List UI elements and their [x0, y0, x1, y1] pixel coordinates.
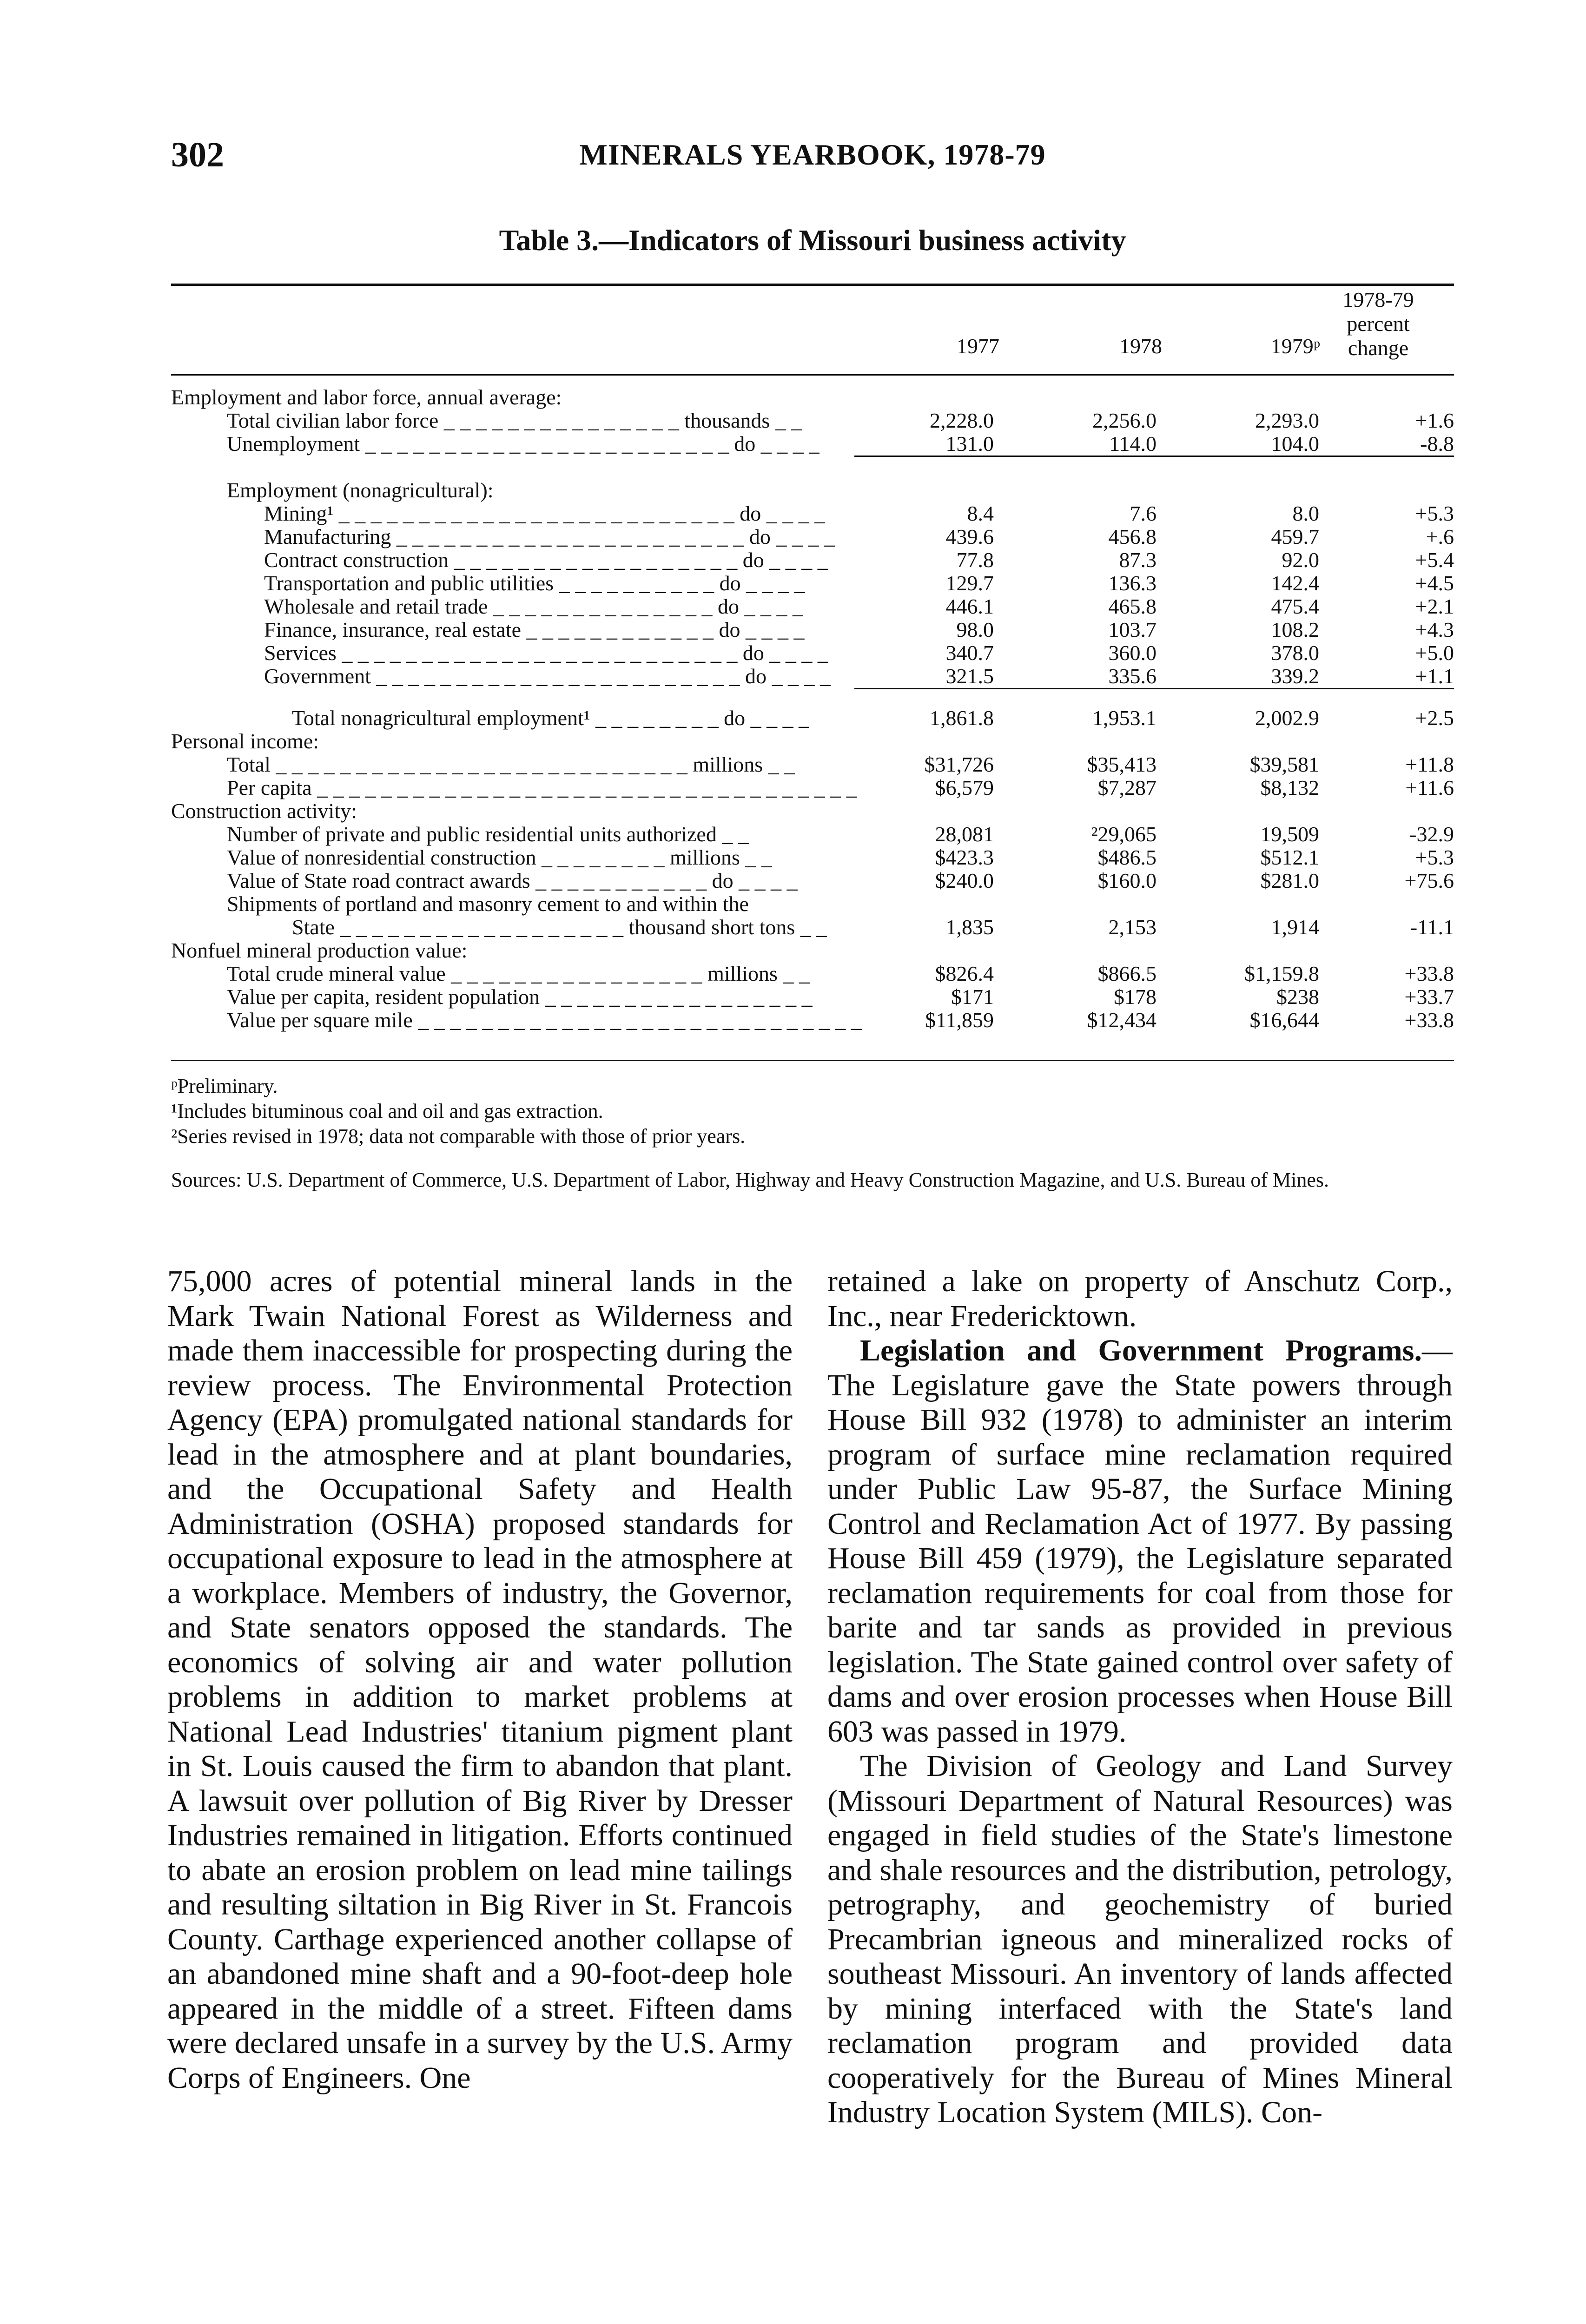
cell-1978: 7.6 — [1130, 502, 1156, 525]
cell-1977: 8.4 — [967, 502, 994, 525]
cell-1978: 114.0 — [1109, 432, 1156, 456]
cell-1979: 339.2 — [1271, 664, 1319, 688]
cell-1978: $486.5 — [1097, 845, 1156, 869]
cell-change: -32.9 — [1409, 822, 1454, 846]
cell-1978: 136.3 — [1108, 571, 1156, 595]
row-label: Wholesale and retail trade _ _ _ _ _ _ _ _ _ _ _ _ _ _ do _ _ _ _ — [264, 595, 803, 618]
cell-1978: $12,434 — [1087, 1008, 1156, 1032]
cell-1978: 465.8 — [1108, 594, 1156, 618]
cell-1977: $240.0 — [935, 869, 994, 892]
cell-change: +1.1 — [1415, 664, 1454, 688]
table-row — [171, 641, 1454, 665]
table-row — [171, 502, 1454, 525]
cell-1979: 8.0 — [1292, 502, 1319, 525]
cell-1977: 1,835 — [945, 915, 994, 939]
row-label: Shipments of portland and masonry cement to and within the — [227, 892, 749, 916]
table-row — [171, 618, 1454, 641]
body-column-right — [827, 1264, 1453, 2130]
cell-1977: $6,579 — [935, 776, 994, 799]
row-label: State _ _ _ _ _ _ _ _ _ _ _ _ _ _ _ _ _ _ thousand short tons _ _ — [292, 916, 827, 939]
col-header-change-percent: percent — [1347, 312, 1410, 336]
cell-change: -8.8 — [1420, 432, 1454, 456]
section-heading — [171, 479, 1454, 502]
subtotal-rule — [854, 688, 1454, 689]
cell-1978: 2,256.0 — [1092, 409, 1156, 432]
row-label: Total nonagricultural employment¹ _ _ _ _ _ _ _ _ do _ _ _ _ — [292, 706, 810, 730]
table-row — [171, 665, 1454, 688]
cell-change: -11.1 — [1410, 915, 1454, 939]
col-header-change-years: 1978-79 — [1342, 288, 1414, 311]
cell-1978: 87.3 — [1119, 548, 1156, 572]
cell-change: +4.3 — [1415, 618, 1454, 641]
paragraph: Legislation and Government Programs.—The Legislature gave the State powers through House Bill 932 (1978) to administer an interim program of surface mine reclamation required under Public Law 95-87, the Surface Mining Control and Reclamation Act of 1977. By passing House Bill 459 (1979), the Legislature separated reclamation requirements for coal from those for barite and tar sands as provided in previous legislation. The State gained control over safety of dams and over erosion processes when House Bill 603 was passed in 1979. — [827, 1334, 1453, 1749]
cell-change: +11.8 — [1405, 753, 1454, 776]
row-label: Finance, insurance, real estate _ _ _ _ _ _ _ _ _ _ _ _ do _ _ _ _ — [264, 618, 805, 641]
table-title: Table 3.—Indicators of Missouri business activity — [499, 224, 1126, 257]
row-label: Per capita _ _ _ _ _ _ _ _ _ _ _ _ _ _ _ _ _ _ _ _ _ _ _ _ _ _ _ _ _ _ _ _ _ _ — [227, 776, 857, 799]
section-heading — [171, 799, 1454, 823]
cell-1978: $35,413 — [1087, 753, 1156, 776]
cell-change: +75.6 — [1404, 869, 1454, 892]
cell-1979: 92.0 — [1282, 548, 1319, 572]
table-row — [171, 962, 1454, 985]
table-row — [171, 432, 1454, 456]
cell-change: +5.3 — [1415, 845, 1454, 869]
cell-1978: $160.0 — [1097, 869, 1156, 892]
cell-1977: $826.4 — [935, 962, 994, 985]
cell-1977: $11,859 — [925, 1008, 994, 1032]
cell-1978: 1,953.1 — [1092, 706, 1156, 730]
page-header — [171, 135, 1454, 186]
table-sources: Sources: U.S. Department of Commerce, U.S. Department of Labor, Highway and Heavy Construction Magazine, and U.S. Bureau of Mines. — [171, 1169, 1329, 1191]
cell-1979: $238 — [1276, 985, 1319, 1009]
cell-1979: 2,293.0 — [1255, 409, 1319, 432]
footnote-2: ²Series revised in 1978; data not comparable with those of prior years. — [171, 1125, 746, 1148]
cell-1979: $39,581 — [1249, 753, 1319, 776]
cell-1979: 2,002.9 — [1255, 706, 1319, 730]
table-bottom-rule — [171, 1060, 1454, 1061]
cell-1979: $281.0 — [1260, 869, 1319, 892]
cell-change: +2.5 — [1415, 706, 1454, 730]
cell-1978: $178 — [1114, 985, 1156, 1009]
cell-1978: $7,287 — [1097, 776, 1156, 799]
row-label: Number of private and public residential units authorized _ _ — [227, 823, 749, 846]
table-row — [171, 846, 1454, 869]
cell-1977: 131.0 — [945, 432, 994, 456]
cell-1977: 340.7 — [945, 641, 994, 665]
row-label: Unemployment _ _ _ _ _ _ _ _ _ _ _ _ _ _ _ _ _ _ _ _ _ _ _ do _ _ _ _ — [227, 432, 820, 456]
cell-1979: 104.0 — [1271, 432, 1319, 456]
table-row — [171, 595, 1454, 618]
section-heading — [171, 386, 1454, 409]
table-row — [171, 525, 1454, 548]
cell-1977: $31,726 — [924, 753, 994, 776]
paragraph: retained a lake on property of Anschutz Corp., Inc., near Fredericktown. — [827, 1264, 1453, 1333]
section-label: Construction activity: — [171, 799, 357, 823]
cell-change: +5.4 — [1415, 548, 1454, 572]
cell-1979: 378.0 — [1271, 641, 1319, 665]
cell-1977: 98.0 — [956, 618, 994, 641]
col-header-1978: 1978 — [1119, 334, 1162, 358]
cell-change: +.6 — [1426, 525, 1454, 548]
cell-1979: 19,509 — [1260, 822, 1319, 846]
cell-1977: 1,861.8 — [930, 706, 994, 730]
cell-1979: $8,132 — [1260, 776, 1319, 799]
cell-1979: 1,914 — [1271, 915, 1319, 939]
row-label: Manufacturing _ _ _ _ _ _ _ _ _ _ _ _ _ _ _ _ _ _ _ _ _ _ do _ _ _ _ — [264, 525, 835, 548]
row-label: Value of State road contract awards _ _ _ _ _ _ _ _ _ _ _ do _ _ _ _ — [227, 869, 798, 892]
col-header-1979: 1979ᵖ — [1270, 334, 1320, 358]
table-row — [171, 409, 1454, 432]
section-heading — [171, 939, 1454, 962]
run-in-heading: Legislation and Government Programs. — [860, 1334, 1422, 1367]
table-row — [171, 869, 1454, 892]
section-label: Employment (nonagricultural): — [227, 479, 494, 502]
table-row — [171, 1009, 1454, 1032]
table-row-total — [171, 706, 1454, 730]
page-number: 302 — [171, 135, 224, 174]
cell-1977: 321.5 — [945, 664, 994, 688]
paragraph: The Division of Geology and Land Survey (Missouri Department of Natural Resources) was engaged in field studies of the State's limestone and shale resources and the distribution, petrology, petrography, and geochemistry of buried Precambrian igneous and mineralized rocks of southeast Missouri. An inventory of lands affected by mining interfaced with the State's land reclamation program and provided data cooperatively for the Bureau of Mines Mineral Industry Location System (MILS). Con- — [827, 1749, 1453, 2129]
cell-1979: 459.7 — [1271, 525, 1319, 548]
cell-change: +33.8 — [1404, 1008, 1454, 1032]
cell-1979: $512.1 — [1260, 845, 1319, 869]
cell-1979: $1,159.8 — [1244, 962, 1319, 985]
row-label: Contract construction _ _ _ _ _ _ _ _ _ _ _ _ _ _ _ _ _ _ do _ _ _ _ — [264, 548, 828, 572]
cell-1977: $423.3 — [935, 845, 994, 869]
cell-1978: 360.0 — [1108, 641, 1156, 665]
row-label: Value per square mile _ _ _ _ _ _ _ _ _ _ _ _ _ _ _ _ _ _ _ _ _ _ _ _ _ _ _ _ — [227, 1009, 862, 1032]
cell-1977: $171 — [951, 985, 994, 1009]
table-footnotes — [171, 1074, 1454, 1193]
cell-change: +33.7 — [1404, 985, 1454, 1009]
col-header-change-word: change — [1348, 336, 1409, 360]
cell-change: +1.6 — [1415, 409, 1454, 432]
row-label: Services _ _ _ _ _ _ _ _ _ _ _ _ _ _ _ _ _ _ _ _ _ _ _ _ _ do _ _ _ _ — [264, 641, 828, 665]
table-row — [171, 548, 1454, 572]
cell-change: +11.6 — [1405, 776, 1454, 799]
cell-1978: 103.7 — [1108, 618, 1156, 641]
subtotal-rule — [854, 456, 1454, 457]
cell-change: +2.1 — [1415, 594, 1454, 618]
section-label: Nonfuel mineral production value: — [171, 939, 468, 962]
table-row — [171, 985, 1454, 1009]
cell-1978: ²29,065 — [1091, 822, 1156, 846]
row-label: Transportation and public utilities _ _ _ _ _ _ _ _ _ _ do _ _ _ _ — [264, 572, 805, 595]
footnote-preliminary: ᵖPreliminary. — [171, 1075, 278, 1097]
body-column-left — [167, 1264, 793, 2095]
row-label: Total crude mineral value _ _ _ _ _ _ _ _ _ _ _ _ _ _ _ _ millions _ _ — [227, 962, 810, 985]
col-header-1977: 1977 — [957, 334, 999, 358]
cell-1977: 446.1 — [945, 594, 994, 618]
table-row — [171, 892, 1454, 916]
table-body — [171, 386, 1454, 1055]
section-label: Personal income: — [171, 730, 319, 753]
paragraph: 75,000 acres of potential mineral lands in the Mark Twain National Forest as Wilderness and made them inaccessible for prospecting during the review process. The Environmental Protection Agency (EPA) promulgated national standards for lead in the atmosphere and at plant boundaries, and the Occupational Safety and Health Administration (OSHA) proposed standards for occupational exposure to lead in the atmosphere at a workplace. Members of industry, the Governor, and State senators opposed the standards. The economics of solving air and water pollution problems in addition to market problems at National Lead Industries' titanium pigment plant in St. Louis caused the firm to abandon that plant. A lawsuit over pollution of Big River by Dresser Industries remained in litigation. Efforts continued to abate an erosion problem on lead mine tailings and resulting siltation in Big River in St. Francois County. Carthage experienced another collapse of an abandoned mine shaft and a 90-foot-deep hole appeared in the middle of a street. Fifteen dams were declared unsafe in a survey by the U.S. Army Corps of Engineers. One — [167, 1264, 793, 2095]
cell-1979: 475.4 — [1271, 594, 1319, 618]
row-label: Value per capita, resident population _ _ _ _ _ _ _ _ _ _ _ _ _ _ _ _ _ — [227, 985, 813, 1009]
cell-1977: 77.8 — [956, 548, 994, 572]
row-label: Value of nonresidential construction _ _ _ _ _ _ _ _ millions _ _ — [227, 846, 772, 869]
cell-1978: $866.5 — [1097, 962, 1156, 985]
cell-change: +5.3 — [1415, 502, 1454, 525]
cell-change: +5.0 — [1415, 641, 1454, 665]
table-row — [171, 823, 1454, 846]
table-row — [171, 776, 1454, 799]
cell-change: +33.8 — [1404, 962, 1454, 985]
cell-1977: 2,228.0 — [930, 409, 994, 432]
cell-1977: 439.6 — [945, 525, 994, 548]
table-top-rule — [171, 284, 1454, 286]
row-label: Government _ _ _ _ _ _ _ _ _ _ _ _ _ _ _ _ _ _ _ _ _ _ _ do _ _ _ _ — [264, 665, 831, 688]
cell-change: +4.5 — [1415, 571, 1454, 595]
section-label: Employment and labor force, annual average: — [171, 386, 562, 409]
cell-1977: 28,081 — [935, 822, 994, 846]
section-heading — [171, 730, 1454, 753]
footnote-1: ¹Includes bituminous coal and oil and gas extraction. — [171, 1100, 603, 1122]
cell-1978: 2,153 — [1108, 915, 1156, 939]
table-row — [171, 916, 1454, 939]
table-header-rule — [171, 374, 1454, 376]
table-row — [171, 572, 1454, 595]
cell-1979: 108.2 — [1271, 618, 1319, 641]
running-title: MINERALS YEARBOOK, 1978-79 — [579, 138, 1046, 171]
cell-1979: $16,644 — [1249, 1008, 1319, 1032]
row-label: Total _ _ _ _ _ _ _ _ _ _ _ _ _ _ _ _ _ _ _ _ _ _ _ _ _ _ millions _ _ — [227, 753, 795, 776]
cell-1977: 129.7 — [945, 571, 994, 595]
cell-1978: 335.6 — [1108, 664, 1156, 688]
row-label: Total civilian labor force _ _ _ _ _ _ _ _ _ _ _ _ _ _ _ thousands _ _ — [227, 409, 802, 432]
cell-1979: 142.4 — [1271, 571, 1319, 595]
table-row — [171, 753, 1454, 776]
row-label: Mining¹ _ _ _ _ _ _ _ _ _ _ _ _ _ _ _ _ _ _ _ _ _ _ _ _ _ do _ _ _ _ — [264, 502, 826, 525]
cell-1978: 456.8 — [1108, 525, 1156, 548]
